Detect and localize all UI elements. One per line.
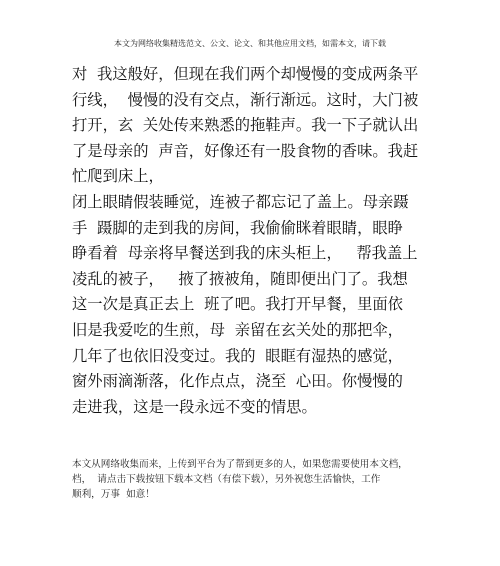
body-line: 这一次是真正去上 班了吧。我打开早餐，里面依 — [72, 295, 403, 314]
body-line: 了是母亲的 声音，好像还有一股食物的香味。我赶 — [72, 141, 419, 160]
body-line: 睁看着 母亲将早餐送到我的床头柜上， 帮我盖上 — [72, 244, 418, 263]
body-line: 行线， 慢慢的没有交点，渐行渐远。这时，大门被 — [72, 90, 419, 109]
body-line: 几年了也依旧没变过。我的 眼眶有湿热的感觉， — [72, 346, 403, 365]
footer-line: 档， 请点击下载按钮下载本文档（有偿下载），另外祝您生活愉快，工作 — [72, 474, 381, 485]
body-line: 闭上眼睛假装睡觉，连被子都忘记了盖上。母亲蹑 — [72, 192, 409, 211]
body-line: 手 蹑脚的走到我的房间，我偷偷眯着眼睛，眼睁 — [72, 218, 403, 237]
footer-line: 本文从网络收集而来，上传到平台为了帮到更多的人，如果您需要使用本文档， — [72, 459, 408, 470]
footer-note — [72, 457, 442, 502]
footer-line: 顺利，万事 如意！ — [72, 489, 155, 500]
body-line: 忙爬到床上， — [72, 167, 164, 186]
body-line: 凌乱的被子， 掖了掖被角，随即便出门了。我想 — [72, 269, 408, 288]
header-note: 本文为网络收集精选范文、公文、论文、和其他应用文档，如需本文，请下载 — [114, 39, 386, 48]
body-line: 窗外雨滴渐落，化作点点，浇至 心田。你慢慢的 — [72, 372, 403, 391]
body-line: 对 我这般好，但现在我们两个却慢慢的变成两条平 — [72, 65, 419, 83]
body-line: 打开，玄 关处传来熟悉的拖鞋声。我一下子就认出 — [72, 116, 419, 135]
body-text — [72, 62, 442, 420]
body-line: 走进我，这是一段永远不变的情思。 — [72, 397, 317, 416]
body-line: 旧是我爱吃的生煎，母 亲留在玄关处的那把伞， — [72, 320, 403, 339]
